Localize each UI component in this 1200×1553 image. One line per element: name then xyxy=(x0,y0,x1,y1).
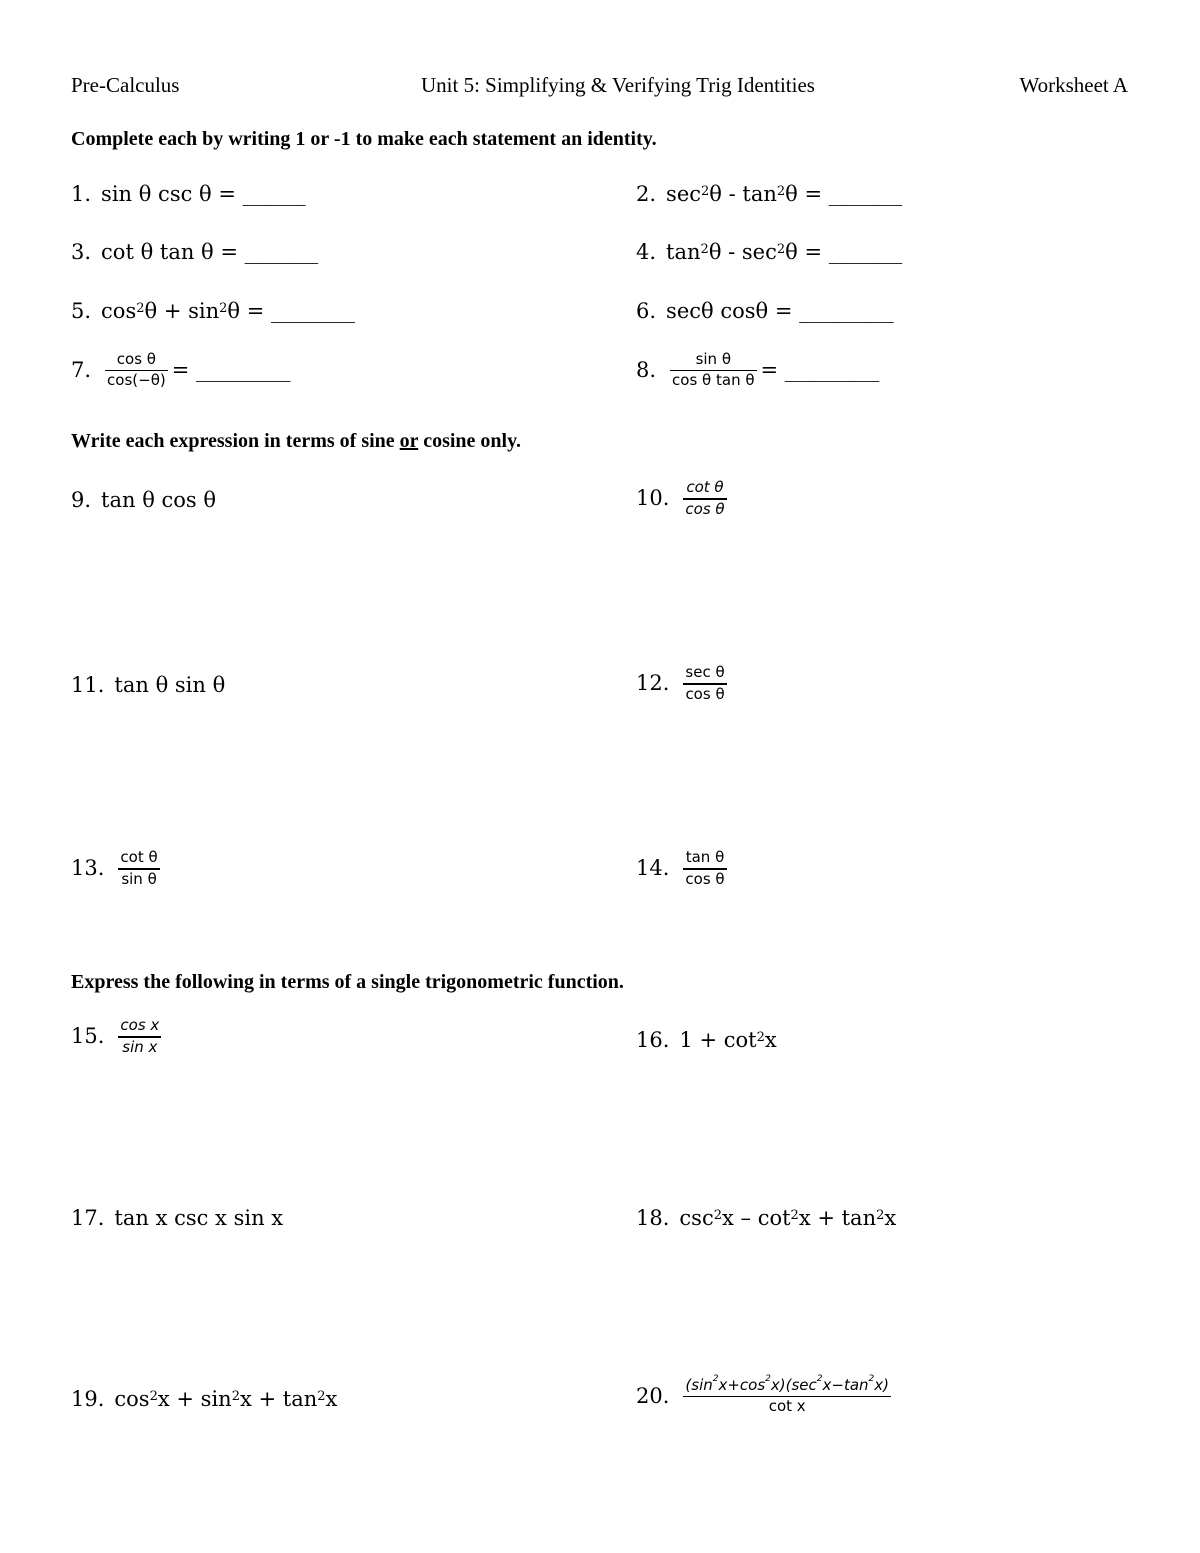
fraction: $\frac{\text{cos θ}}{\cos(-\theta)}$ xyxy=(107,350,166,389)
problem-17: 17. tan x csc x sin x xyxy=(71,1206,284,1230)
problem-13: 13. $\frac{\text{cot θ}}{\text{sin θ}}$ xyxy=(71,848,158,888)
unit-title: Unit 5: Simplifying & Verifying Trig Identities xyxy=(421,73,815,97)
problem-19: 19. cos $^2$ x + sin $^2$ x + tan $^2$ x xyxy=(71,1387,338,1411)
fraction: $\frac{\text{sec θ}}{\text{cos θ}}$ xyxy=(685,663,725,703)
section-1-instruction: Complete each by writing 1 or -1 to make each statement an identity. xyxy=(71,128,657,150)
worksheet-label: Worksheet A xyxy=(1019,73,1128,97)
fraction: $\frac{\text{sin θ}}{\text{cos θ tan θ}}$ xyxy=(672,350,755,389)
problem-3: 3. cot θ tan θ = _______ xyxy=(71,240,319,264)
problem-12: 12. $\frac{\text{sec θ}}{\text{cos θ}}$ xyxy=(636,663,725,703)
problem-20: 20. $\frac{(\sin^2x+\cos^2x)(\sec^2x-\tan^2x)}{\text{cot x}}$ xyxy=(636,1374,890,1415)
problem-6: 6. secθ cosθ = _________ xyxy=(636,299,894,323)
problem-18: 18. csc $^2$ x – cot $^2$ x + tan $^2$ x xyxy=(636,1206,897,1230)
problem-5: 5. cos $^2$ θ + sin $^2$ θ = ________ xyxy=(71,299,355,323)
fraction: $\frac{\text{cos x}}{\text{sin x}}$ xyxy=(120,1016,160,1056)
fraction: $\frac{\text{cot θ}}{\text{sin θ}}$ xyxy=(120,848,158,888)
problem-15: 15. $\frac{\text{cos x}}{\text{sin x}}$ xyxy=(71,1016,160,1056)
problem-2: 2. sec $^2$ θ - tan $^2$ θ = _______ xyxy=(636,182,903,206)
problem-1: 1. sin θ csc θ = ______ xyxy=(71,182,306,206)
problem-16: 16. 1 + cot $^2$ x xyxy=(636,1028,777,1052)
problem-10: 10. $\frac{\text{cot θ}}{\text{cos θ}}$ xyxy=(636,478,725,518)
fraction: $\frac{\text{cot θ}}{\text{cos θ}}$ xyxy=(685,478,725,518)
section-2-instruction: Write each expression in terms of sine or cosine only. xyxy=(71,430,521,452)
problem-11: 11. tan θ sin θ xyxy=(71,673,226,697)
problem-7: 7. $\frac{\text{cos θ}}{\cos(-\theta)}$ = _________ xyxy=(71,350,291,389)
fraction: $\frac{(\sin^2x+\cos^2x)(\sec^2x-\tan^2x)}{\text{cot x}}$ xyxy=(685,1374,890,1415)
fraction: $\frac{\text{tan θ}}{\text{cos θ}}$ xyxy=(685,848,725,888)
problem-9: 9. tan θ cos θ xyxy=(71,488,217,512)
problem-8: 8. $\frac{\text{sin θ}}{\text{cos θ tan θ}}$ = _________ xyxy=(636,350,880,389)
problem-14: 14. $\frac{\text{tan θ}}{\text{cos θ}}$ xyxy=(636,848,725,888)
course-name: Pre-Calculus xyxy=(71,73,180,97)
section-3-instruction: Express the following in terms of a single trigonometric function. xyxy=(71,971,624,993)
problem-4: 4. tan $^2$ θ - sec $^2$ θ = _______ xyxy=(636,240,903,264)
